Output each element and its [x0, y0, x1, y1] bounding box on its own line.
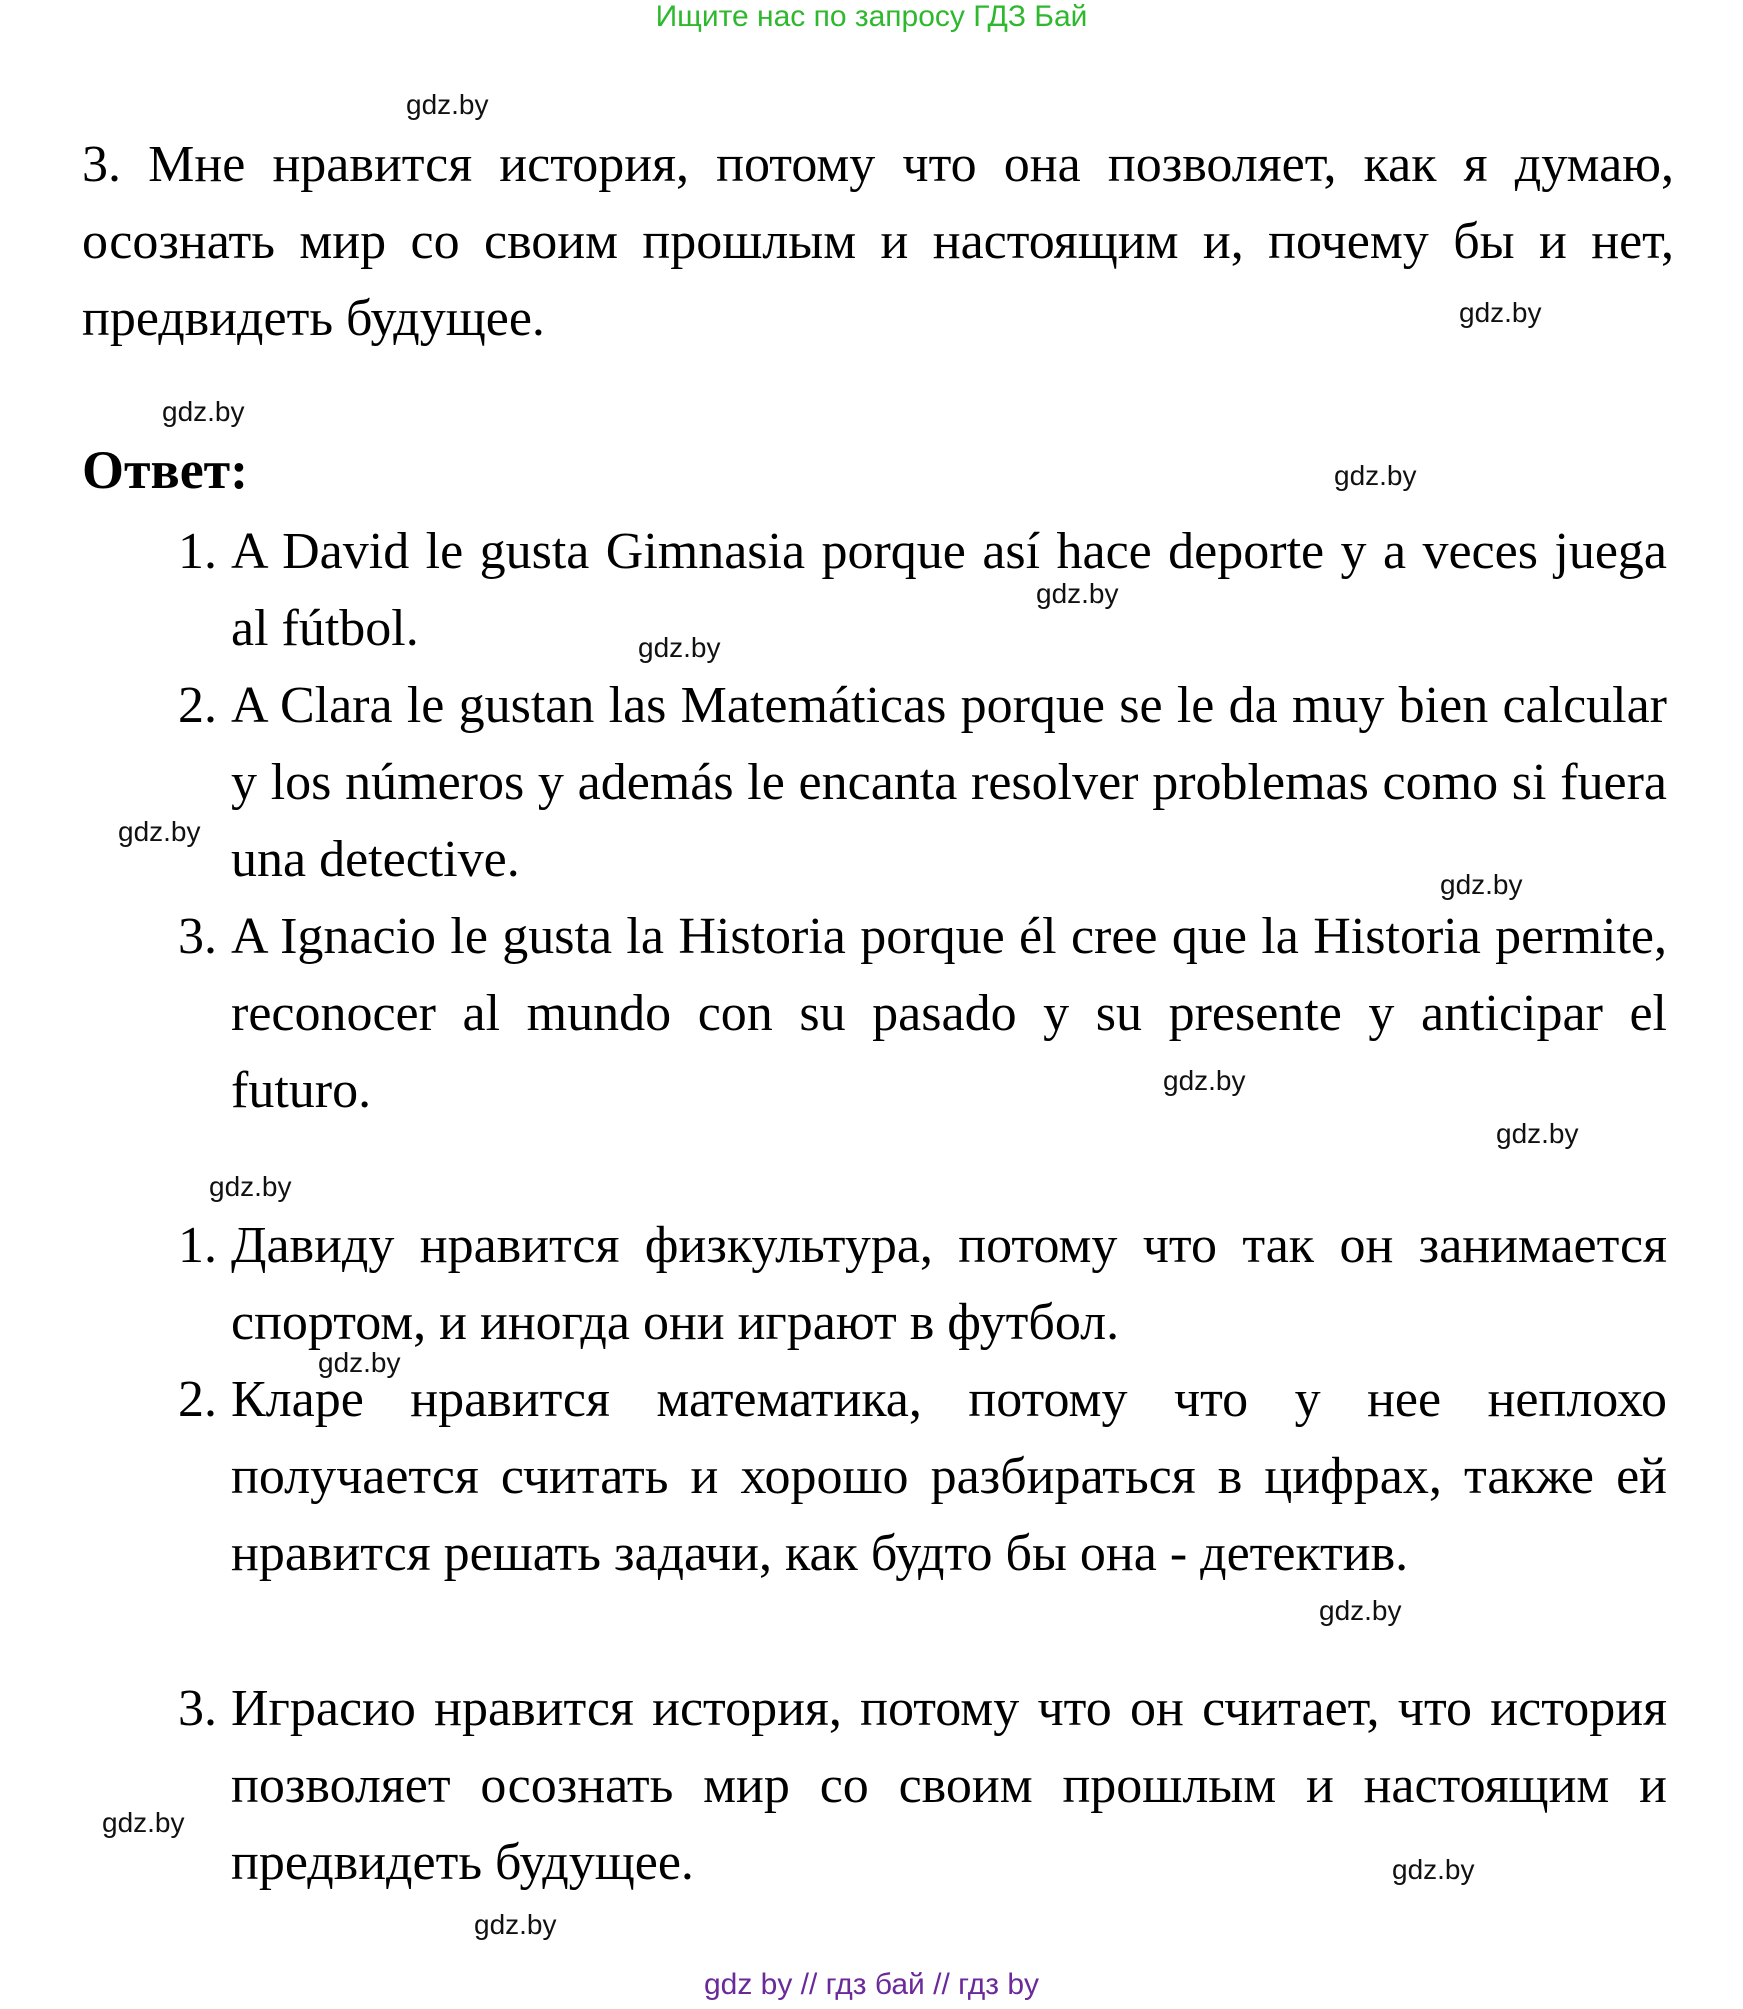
watermark: gdz.by [638, 632, 721, 663]
watermark: gdz.by [406, 89, 489, 120]
item-number: 1. [178, 1217, 217, 1274]
site-banner: Ищите нас по запросу ГДЗ Бай [655, 0, 1088, 33]
russian-answer-item [157, 1361, 1677, 1681]
item-text: Играсио нравится история, потому что он считает, что история позволяет осознать мир со своим прошлым и настоящим и предвидеть будущее. [231, 1680, 1667, 1891]
item-number: 2. [178, 677, 217, 734]
item-text: A David le gusta Gimnasia porque así hace deporte y a veces juega al fútbol. [231, 523, 1667, 657]
spanish-answer-item [157, 513, 1677, 673]
item-text: A Clara le gustan las Matemáticas porque se le da muy bien calcular y los números y además le encanta resolver problemas como si fuera una detective. [231, 677, 1667, 888]
item-text: A Ignacio le gusta la Historia porque él cree que la Historia permite, reconocer al mundo con su pasado y su presente y anticipar el futuro. [231, 908, 1667, 1119]
watermark: gdz.by [209, 1171, 292, 1202]
watermark: gdz.by [1163, 1065, 1246, 1096]
site-footer: gdz by // гдз бай // гдз by [703, 1968, 1040, 2001]
watermark: gdz.by [318, 1347, 401, 1378]
watermark: gdz.by [102, 1807, 185, 1838]
watermark: gdz.by [474, 1909, 557, 1940]
intro-paragraph: 3. Мне нравится история, потому что она позволяет, как я думаю, осознать мир со своим прошлым и настоящим и, почему бы и нет, предвидеть будущее. [82, 136, 1674, 347]
russian-answer-item [157, 1207, 1677, 1367]
spanish-answer-item [157, 898, 1677, 1138]
item-number: 1. [178, 523, 217, 580]
watermark: gdz.by [1392, 1854, 1475, 1885]
answer-heading: Ответ: [82, 440, 249, 500]
item-text: Кларе нравится математика, потому что у нее неплохо получается считать и хорошо разбираться в цифрах, также ей нравится решать задачи, как будто бы она - детектив. [231, 1371, 1667, 1582]
watermark: gdz.by [1036, 578, 1119, 609]
watermark: gdz.by [162, 396, 245, 427]
watermark: gdz.by [1459, 297, 1542, 328]
watermark: gdz.by [1496, 1118, 1579, 1149]
item-number: 3. [178, 1680, 217, 1737]
watermark: gdz.by [1334, 460, 1417, 491]
item-text: Давиду нравится физкультура, потому что так он занимается спортом, и иногда они играют в футбол. [231, 1217, 1667, 1351]
item-number: 3. [178, 908, 217, 965]
item-number: 2. [178, 1371, 217, 1428]
watermark: gdz.by [118, 816, 201, 847]
watermark: gdz.by [1319, 1595, 1402, 1626]
watermark: gdz.by [1440, 869, 1523, 900]
